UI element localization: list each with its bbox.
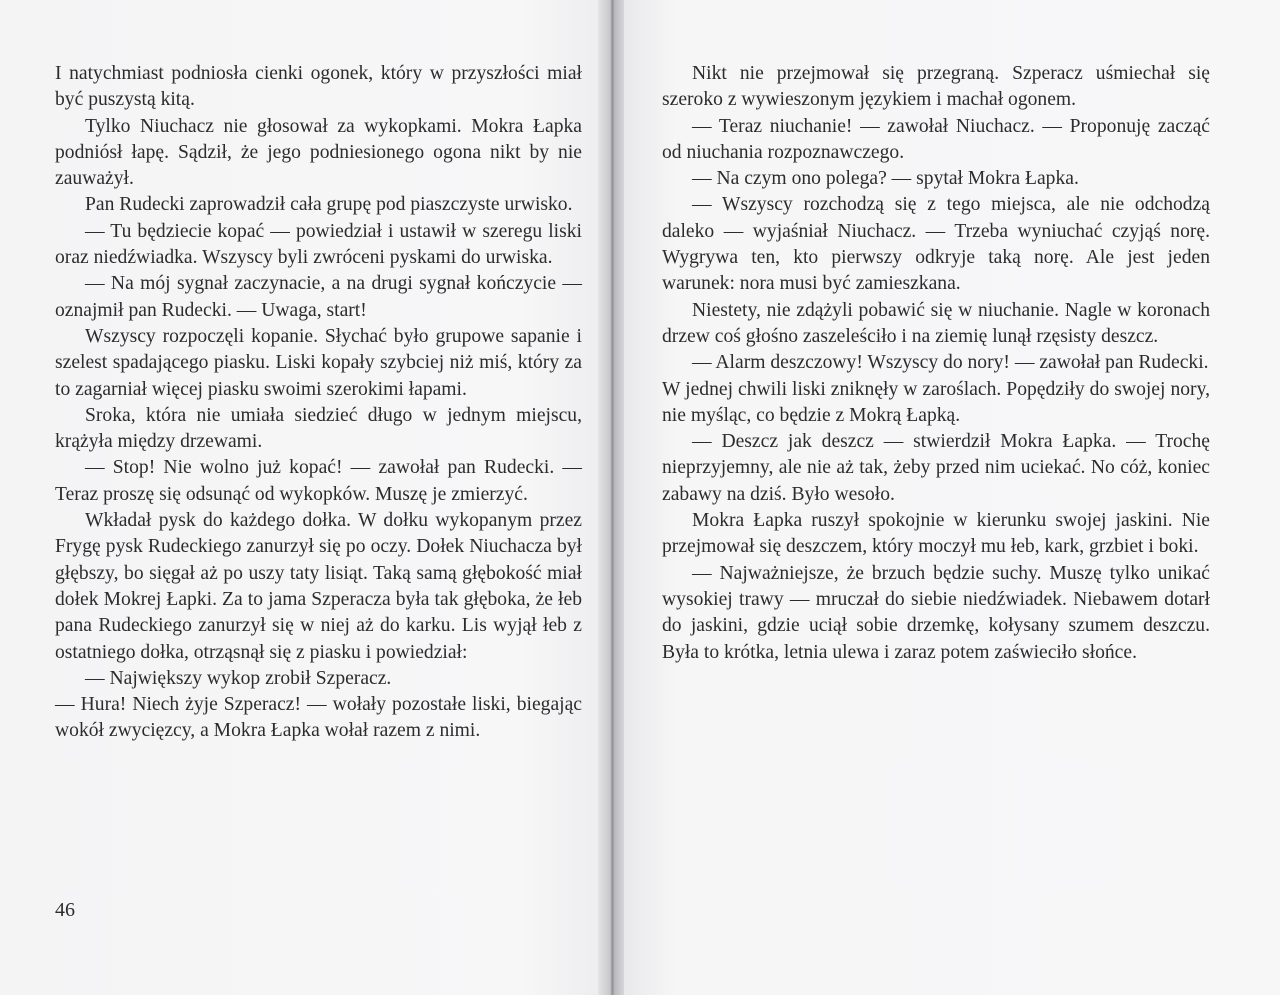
paragraph: — Stop! Nie wolno już kopać! — zawołał pan Rudecki. — Teraz proszę się odsunąć od wykopków. Muszę je zmierzyć.	[55, 457, 582, 505]
paragraph: — Największy wykop zrobił Szperacz.	[85, 667, 392, 689]
paragraph: Nikt nie przejmował się przegraną. Szperacz uśmiechał się szeroko z wywieszonym językiem i machał ogonem.	[662, 63, 1210, 111]
right-page-text	[662, 61, 1210, 666]
paragraph: Mokra Łapka ruszył spokojnie w kierunku swojej jaskini. Nie przejmował się deszczem, który moczył mu łeb, kark, grzbiet i boki.	[662, 510, 1210, 558]
paragraph: I natychmiast podniosła cienki ogonek, który w przyszłości miał być puszystą kitą.	[55, 63, 582, 111]
paragraph: — Teraz niuchanie! — zawołał Niuchacz. — Proponuję zacząć od niuchania rozpoznawczego.	[662, 115, 1210, 163]
paragraph: — Najważniejsze, że brzuch będzie suchy. Muszę tylko unikać wysokiej trawy — mruczał do siebie niedźwiadek. Niebawem dotarł do jaskini, gdzie uciął sobie drzemkę, kołysany szumem deszczu. Była to krótka, letnia ulewa i zaraz potem zaświeciło słońce.	[662, 562, 1210, 663]
paragraph: — Alarm deszczowy! Wszyscy do nory! — zawołał pan Rudecki.	[692, 352, 1209, 374]
paragraph: — Na mój sygnał zaczynacie, a na drugi sygnał kończycie — oznajmił pan Rudecki. — Uwaga, start!	[55, 273, 582, 321]
paragraph: — Wszyscy rozchodzą się z tego miejsca, ale nie odchodzą daleko — wyjaśniał Niuchacz. — Trzeba wyniuchać czyjąś norę. Wygrywa ten, kto pierwszy odkryje taką norę. Ale jest jeden warunek: nora musi być zamieszkana.	[662, 194, 1210, 295]
left-page	[0, 0, 612, 995]
page-number: 46	[55, 899, 75, 921]
paragraph: — Hura! Niech żyje Szperacz! — wołały pozostałe liski, biegając wokół zwycięzcy, a Mokra Łapka wołał razem z nimi.	[55, 694, 582, 742]
paragraph: Niestety, nie zdążyli pobawić się w niuchanie. Nagle w koronach drzew coś głośno zaszeleściło i na ziemię lunął rzęsisty deszcz.	[662, 299, 1210, 347]
right-page	[624, 0, 1280, 995]
paragraph: Tylko Niuchacz nie głosował za wykopkami. Mokra Łapka podniósł łapę. Sądził, że jego podniesionego ogona nikt by nie zauważył.	[55, 115, 582, 190]
left-page-text	[55, 61, 582, 745]
paragraph: — Deszcz jak deszcz — stwierdził Mokra Łapka. — Trochę nieprzyjemny, ale nie aż tak, żeby przed nim uciekać. No cóż, koniec zabawy na dziś. Było wesoło.	[662, 431, 1210, 505]
paragraph: Wszyscy rozpoczęli kopanie. Słychać było grupowe sapanie i szelest spadającego piasku. Liski kopały szybciej niż miś, który za to zagarniał więcej piasku swoimi szerokimi łapami.	[55, 325, 582, 400]
paragraph: Wkładał pysk do każdego dołka. W dołku wykopanym przez Frygę pysk Rudeckiego zanurzył się po oczy. Dołek Niuchacza był głębszy, bo sięgał aż po uszy taty lisiąt. Taką samą głębokość miał dołek Mokrej Łapki. Za to jama Szperacza była tak głęboka, że łeb pana Rudeckiego zanurzył się w niej aż do karku. Lis wyjął łeb z ostatniego dołka, otrząsnął się z piasku i powiedział:	[55, 510, 582, 663]
paragraph: — Tu będziecie kopać — powiedział i ustawił w szeregu liski oraz niedźwiadka. Wszyscy byli zwróceni pyskami do urwiska.	[55, 220, 582, 269]
paragraph: W jednej chwili liski zniknęły w zaroślach. Popędziły do swojej nory, nie myśląc, co będzie z Mokrą Łapką.	[662, 378, 1210, 426]
paragraph: Sroka, która nie umiała siedzieć długo w jednym miejscu, krążyła między drzewami.	[55, 404, 582, 453]
paragraph: — Na czym ono polega? — spytał Mokra Łapka.	[692, 168, 1079, 190]
paragraph: Pan Rudecki zaprowadził cała grupę pod piaszczyste urwisko.	[85, 194, 573, 216]
